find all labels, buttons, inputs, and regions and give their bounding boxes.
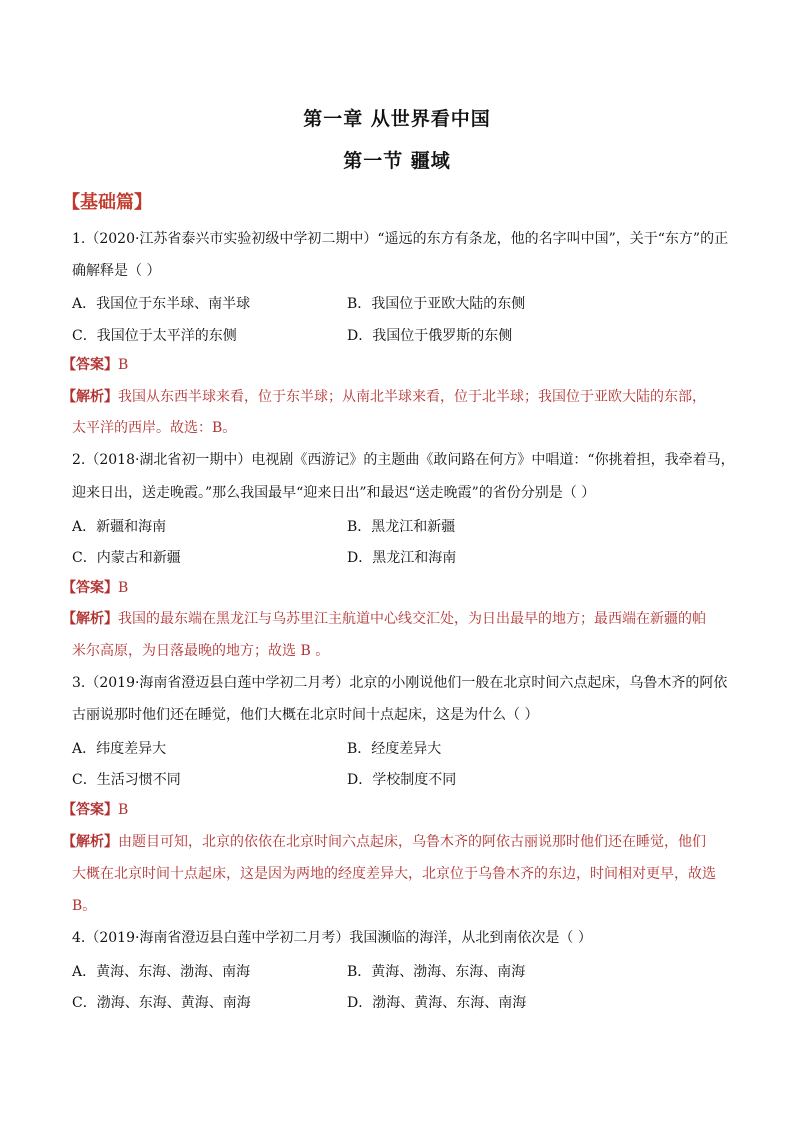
analysis-label: 【解析】 <box>62 611 118 627</box>
analysis-label: 【解析】 <box>62 834 118 850</box>
q3-option-a: A．纬度差异大 <box>72 741 167 757</box>
q2-option-c: C．内蒙古和新疆 <box>72 550 181 566</box>
analysis-text: 我国的最东端在黑龙江与乌苏里江主航道中心线交汇处，为日出最早的地方；最西端在新疆的帕 <box>118 611 706 627</box>
q1-option-a: A．我国位于东半球、南半球 <box>72 296 251 312</box>
q4-option-a: A．黄海、东海、渤海、南海 <box>72 964 251 980</box>
q4-option-b: B．黄海、渤海、东海、南海 <box>347 964 526 980</box>
q3-analysis-line3: B。 <box>72 898 97 914</box>
q1-analysis-line2: 太平洋的西岸。故选：B。 <box>72 420 237 436</box>
q1-option-c: C．我国位于太平洋的东侧 <box>72 328 237 344</box>
analysis-text: 由题目可知，北京的依依在北京时间六点起床，乌鲁木齐的阿依古丽说那时他们还在睡觉，他们 <box>118 834 706 850</box>
answer-label: 【答案】 <box>62 802 118 818</box>
q2-analysis-line1 <box>62 610 706 628</box>
q3-analysis-line1 <box>62 833 706 851</box>
q2-stem-line2: 迎来日出，送走晚霞。”那么我国最早“迎来日出”和最迟“送走晚霞”的省份分别是（ ） <box>72 485 596 501</box>
answer-value: B <box>118 357 129 373</box>
q1-answer <box>62 356 128 374</box>
q2-option-a: A．新疆和海南 <box>72 519 167 535</box>
q1-analysis-line1 <box>62 388 706 406</box>
q3-option-d: D．学校制度不同 <box>347 772 457 788</box>
q2-answer <box>62 579 128 597</box>
q1-stem-line1: 1.（2020·江苏省泰兴市实验初级中学初二期中）“遥远的东方有条龙，他的名字叫中国”，关于“东方”的正 <box>72 231 729 247</box>
q2-option-b: B．黑龙江和新疆 <box>347 519 456 535</box>
chapter-title: 第一章 从世界看中国 <box>303 108 491 130</box>
q3-stem-line2: 古丽说那时他们还在睡觉，他们大概在北京时间十点起床，这是为什么（ ） <box>72 707 539 723</box>
q3-analysis-line2: 大概在北京时间十点起床，这是因为两地的经度差异大，北京位于乌鲁木齐的东边，时间相对更早，故选 <box>72 866 716 882</box>
q3-answer <box>62 801 128 819</box>
q3-stem-line1: 3.（2019·海南省澄迈县白莲中学初二月考）北京的小刚说他们一般在北京时间六点起床，乌鲁木齐的阿依 <box>72 675 728 691</box>
q2-stem-line1: 2.（2018·湖北省初一期中）电视剧《西游记》的主题曲《敢问路在何方》中唱道：“你挑着担，我牵着马， <box>72 452 735 468</box>
answer-value: B <box>118 580 129 596</box>
level-label: 【基础篇】 <box>62 192 152 213</box>
q3-option-c: C．生活习惯不同 <box>72 772 181 788</box>
q4-option-d: D．渤海、黄海、东海、南海 <box>347 995 527 1011</box>
answer-label: 【答案】 <box>62 357 118 373</box>
q1-option-d: D．我国位于俄罗斯的东侧 <box>347 328 513 344</box>
section-title: 第一节 疆域 <box>343 150 451 172</box>
q1-stem-line2: 确解释是（ ） <box>72 263 161 279</box>
q4-stem-line1: 4.（2019·海南省澄迈县白莲中学初二月考）我国濒临的海洋，从北到南依次是（ ） <box>72 930 592 946</box>
answer-value: B <box>118 802 129 818</box>
q4-option-c: C．渤海、东海、黄海、南海 <box>72 995 251 1011</box>
q1-option-b: B．我国位于亚欧大陆的东侧 <box>347 296 526 312</box>
q2-option-d: D．黑龙江和海南 <box>347 550 457 566</box>
q2-analysis-line2: 米尔高原，为日落最晚的地方；故选 B 。 <box>72 643 330 659</box>
q3-option-b: B．经度差异大 <box>347 741 442 757</box>
answer-label: 【答案】 <box>62 580 118 596</box>
analysis-text: 我国从东西半球来看，位于东半球；从南北半球来看，位于北半球；我国位于亚欧大陆的东部， <box>118 389 706 405</box>
analysis-label: 【解析】 <box>62 389 118 405</box>
